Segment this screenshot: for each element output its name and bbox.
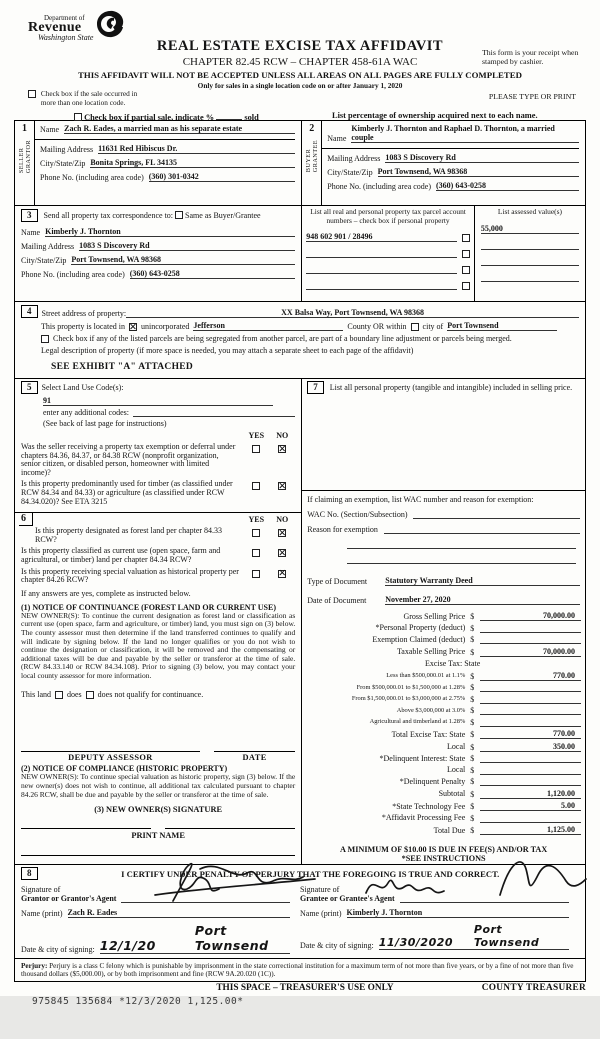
section7-number: 7: [307, 381, 324, 394]
grantee-date-label: Date & city of signing:: [300, 940, 374, 950]
state-technology-fee-label: *State Technology Fee: [392, 801, 466, 811]
unincorporated-checkbox[interactable]: [129, 323, 137, 331]
grantor-side-label: GRANTOR: [24, 140, 32, 174]
deputy-date-label: DATE: [242, 753, 267, 763]
dollar-sign: $: [470, 683, 475, 692]
grantor-signature-field[interactable]: [121, 893, 290, 903]
s5-yes-header: YES: [248, 431, 265, 440]
deputy-assessor-signature-line[interactable]: [21, 751, 200, 752]
total-excise-state-value[interactable]: 770.00: [480, 729, 581, 739]
total-due-value[interactable]: 1,125.00: [480, 825, 581, 835]
delinquent-interest-local-value[interactable]: [480, 766, 581, 775]
property-address-section: [15, 301, 585, 378]
subtotal-value[interactable]: 1,120.00: [480, 789, 581, 799]
s5-q1-yes-checkbox[interactable]: [252, 445, 260, 453]
dollar-sign: $: [470, 802, 475, 811]
dollar-sign: $: [470, 742, 475, 752]
corr-mailing-label: Mailing Address: [21, 242, 75, 251]
parcel-personal-checkbox-3[interactable]: [462, 266, 470, 274]
seller-city-label: City/State/Zip: [40, 159, 86, 168]
land-use-code-field[interactable]: 91: [43, 396, 273, 406]
section2-number: 2: [309, 123, 315, 134]
parcel-section: [302, 206, 585, 301]
reason-exemption-label: Reason for exemption: [307, 525, 378, 534]
land-does-not-checkbox[interactable]: [86, 691, 94, 699]
street-address-label: Street address of property:: [41, 309, 127, 318]
dollar-sign: $: [470, 717, 475, 727]
corr-phone-field[interactable]: (360) 643-0258: [130, 269, 296, 279]
land-does-checkbox[interactable]: [55, 691, 63, 699]
assessed-values-header: List assessed value(s): [497, 207, 562, 216]
dollar-sign: $: [470, 647, 475, 657]
parcel-personal-checkbox-1[interactable]: [462, 234, 470, 242]
perjury-note: [15, 958, 585, 982]
print-name-label: PRINT NAME: [131, 831, 185, 841]
segregated-checkbox[interactable]: [41, 335, 49, 343]
taxable-selling-price-value[interactable]: 70,000.00: [480, 647, 581, 657]
corr-name-field[interactable]: Kimberly J. Thornton: [45, 227, 295, 237]
personal-property-section: [302, 379, 585, 491]
grantor-signature-block: [21, 883, 300, 954]
buyer-city-label: City/State/Zip: [327, 168, 373, 177]
personal-property-label: List all personal property (tangible and intangible) included in selling price.: [329, 383, 573, 392]
correspondence-label: Send all property tax correspondence to:: [43, 211, 174, 220]
gross-selling-price-value[interactable]: 70,000.00: [480, 611, 581, 621]
grantee-name-print-field[interactable]: Kimberly J. Thornton: [347, 908, 569, 918]
grantee-name-print-label: Name (print): [300, 908, 342, 918]
dollar-sign: $: [470, 826, 475, 835]
parcel-header: List all real and personal property tax parcel account numbers – check box if personal property: [310, 207, 466, 225]
form-subtitle: CHAPTER 82.45 RCW – CHAPTER 458-61A WAC: [182, 56, 418, 68]
personal-property-deduct-value[interactable]: [480, 624, 581, 633]
forest-land-section: [15, 512, 301, 859]
certification-section: [15, 864, 585, 958]
deputy-assessor-label: DEPUTY ASSESSOR: [68, 753, 153, 763]
exemption-section: [302, 491, 585, 570]
buyer-name-field[interactable]: Kimberly J. Thornton and Raphael D. Thornton, a married couple: [351, 124, 579, 143]
grantor-date-field[interactable]: 12/1/20: [100, 938, 195, 954]
grantee-side-label: GRANTEE: [311, 140, 319, 173]
s5-no-header: NO: [276, 431, 289, 440]
buyer-phone-label: Phone No. (including area code): [327, 182, 432, 191]
tier1-value[interactable]: 770.00: [480, 671, 581, 681]
reason-exemption-field[interactable]: [384, 533, 580, 534]
s6-q3-no-checkbox[interactable]: [278, 570, 286, 578]
buyer-name-label: Name: [327, 134, 347, 143]
logo-state-text: Washington State: [38, 33, 94, 42]
tier4-label: Above $3,000,000 at 3.0%: [396, 706, 466, 714]
city-checkbox[interactable]: [411, 323, 419, 331]
form-header: [14, 6, 586, 120]
land-does-not-label: does not qualify for continuance.: [97, 690, 204, 700]
parcel-field-1[interactable]: 948 602 901 / 28496: [306, 232, 457, 242]
certify-statement: I CERTIFY UNDER PENALTY OF PERJURY THAT THE FOREGOING IS TRUE AND CORRECT.: [121, 868, 500, 879]
dollar-sign: $: [470, 635, 475, 644]
notice2-body: NEW OWNER(S): To continue special valuation as historic property, sign (3) below. If the new owner(s) does not wish to continue, all additional tax calculated pursuant to chapter 84.26 RCW, shall be due and payable by the seller or transferor at the time of sale.: [21, 772, 296, 799]
receipt-note: This form is your receipt when stamped by cashier.: [482, 48, 579, 66]
tier3-value[interactable]: [480, 695, 581, 704]
partial-sale-label: Check box if partial sale, indicate %: [84, 113, 215, 122]
excise-tax-state-header: Excise Tax: State: [424, 659, 481, 668]
print-name-line[interactable]: [21, 855, 295, 856]
dollar-sign: $: [470, 754, 475, 763]
section8-number: 8: [21, 867, 38, 880]
grantor-name-print-label: Name (print): [21, 908, 63, 918]
seller-phone-label: Phone No. (including area code): [40, 173, 144, 182]
if-yes-note: If any answers are yes, complete as instructed below.: [21, 588, 191, 598]
s6-yes-header: YES: [248, 515, 265, 525]
parcel-field-2[interactable]: [306, 249, 457, 258]
grantor-city-field[interactable]: Port Townsend: [195, 923, 290, 954]
tax-table: [302, 611, 581, 838]
total-due-label: Total Due: [433, 825, 466, 835]
see-back-note: (See back of last page for instructions): [43, 419, 167, 428]
notice1-body: NEW OWNER(S): To continue the current designation as forest land or classification as current use (open space, farm and agriculture, or timber) land, you must sign on (3) below. The county assessor must then determine if the land transferred continues to qualify and will indicate by signing below. If the land no longer qualifies or you do not wish to continue the designation or classification, it will be removed and the compensating or additional taxes will be due and payable by the seller or transferor at the time of sale. (RCW 84.33.140 or RCW 84.34.108). Prior to signing (3) below, you may contact your local county assessor for more information.: [21, 610, 296, 680]
exemption-extra-line-1[interactable]: [347, 540, 576, 549]
s6-question3: Is this property receiving special valuation as historical property per chapter 84.26 RCW?: [21, 566, 239, 585]
buyer-section: [302, 121, 585, 205]
section5-number: 5: [21, 381, 38, 394]
dor-logo: [28, 14, 148, 44]
seller-section: [15, 121, 302, 205]
new-owner-signature-label: (3) NEW OWNER(S) SIGNATURE: [94, 805, 223, 815]
dollar-sign: $: [470, 813, 475, 823]
form-warning: THIS AFFIDAVIT WILL NOT BE ACCEPTED UNLESS ALL AREAS ON ALL PAGES ARE FULLY COMPLETED: [78, 70, 522, 80]
parcel-field-3[interactable]: [306, 265, 457, 274]
partial-sale-checkbox[interactable]: [74, 113, 82, 121]
multi-location-row: [28, 90, 151, 107]
total-excise-local-label: Local: [447, 742, 466, 751]
taxable-selling-price-label: Taxable Selling Price: [396, 647, 466, 656]
buyer-mailing-field[interactable]: 1083 S Discovery Rd: [385, 153, 579, 163]
grantee-sig-label-2: Grantee or Grantee's Agent: [300, 893, 395, 903]
section1-number: 1: [22, 123, 27, 134]
grantee-sig-label-1: Signature of: [300, 884, 340, 894]
exemption-intro: If claiming an exemption, list WAC number and reason for exemption:: [307, 495, 534, 504]
minimum-due-note: A MINIMUM OF $10.00 IS DUE IN FEE(S) AND/OR TAX: [339, 844, 548, 854]
seller-side-label: SELLER: [17, 147, 25, 174]
date-of-document-field[interactable]: November 27, 2020: [385, 595, 580, 605]
s5-question2: Is this property predominantly used for timber (as classified under RCW 84.34 and 84.33) or agriculture (as classified under RCW 84.34.020)? See ETA 3215: [21, 479, 233, 506]
street-address-field[interactable]: XX Balsa Way, Port Townsend, WA 98368: [126, 308, 579, 318]
additional-codes-field[interactable]: [133, 416, 295, 417]
corr-name-label: Name: [21, 228, 41, 237]
grantee-signature-block: [300, 883, 579, 954]
seller-mailing-field[interactable]: 11631 Red Hibiscus Dr.: [98, 144, 295, 154]
s6-no-header: NO: [276, 515, 289, 525]
s6-q1-yes-checkbox[interactable]: [252, 529, 260, 537]
grantee-signature-field[interactable]: [400, 893, 569, 903]
corr-mailing-field[interactable]: 1083 S Discovery Rd: [79, 241, 295, 251]
new-owner-signature-line-1[interactable]: [21, 828, 151, 829]
assessed-value-2[interactable]: [481, 241, 579, 250]
land-prefix: This land: [21, 690, 51, 700]
section3-number: 3: [21, 209, 38, 222]
land-does-label: does: [67, 690, 82, 700]
single-location-note: Only for sales in a single location code on or after January 1, 2020: [197, 81, 403, 90]
s5-question1: Was the seller receiving a property tax exemption or deferral under chapters 84.36, 84.37, or 84.38 RCW (nonprofit organization, senior citizen, or disabled person, homeowner with limited income)?: [21, 442, 236, 477]
s6-q1-no-checkbox[interactable]: [278, 529, 286, 537]
dollar-sign: $: [470, 730, 475, 739]
dollar-sign: $: [470, 694, 475, 704]
delinquent-interest-state-label: *Delinquent Interest: State: [379, 753, 466, 763]
partial-sale-row: [74, 113, 259, 122]
seller-name-field[interactable]: Zach R. Eades, a married man as his separate estate: [64, 124, 295, 134]
county-treasurer-label: COUNTY TREASURER: [481, 983, 586, 994]
s6-q2-no-checkbox[interactable]: [278, 549, 286, 557]
dollar-sign: $: [470, 789, 475, 799]
s6-question1: Is this property designated as forest land per chapter 84.33 RCW?: [35, 526, 223, 544]
please-type-note: PLEASE TYPE OR PRINT: [488, 92, 576, 101]
grantee-city-field[interactable]: Port Townsend: [474, 923, 569, 950]
buyer-side-label: BUYER: [304, 148, 312, 173]
located-in-label: This property is located in: [41, 322, 125, 331]
dollar-sign: $: [470, 765, 475, 775]
delinquent-interest-local-label: Local: [447, 765, 466, 774]
exemption-extra-line-2[interactable]: [347, 555, 576, 564]
affidavit-processing-fee-label: *Affidavit Processing Fee: [381, 813, 466, 822]
tier4-value[interactable]: [480, 706, 581, 715]
assessed-value-3[interactable]: [481, 257, 579, 266]
total-excise-local-value[interactable]: 350.00: [480, 742, 581, 752]
segregated-label: Check box if any of the listed parcels are being segregated from another parcel, are part of a boundary line adjustment or parcels being merged.: [53, 334, 512, 343]
affidavit-processing-fee-value[interactable]: [480, 814, 581, 823]
gross-selling-price-label: Gross Selling Price: [403, 611, 466, 621]
type-of-document-label: Type of Document: [307, 577, 368, 586]
tier2-value[interactable]: [480, 683, 581, 692]
assessed-value-4[interactable]: [481, 273, 579, 282]
same-as-buyer-label: Same as Buyer/Grantee: [185, 211, 261, 220]
grantor-name-print-field[interactable]: Zach R. Eades: [68, 908, 290, 918]
logo-dept-text: Department of: [44, 14, 85, 22]
land-use-section: [15, 379, 301, 512]
personal-property-deduct-label: *Personal Property (deduct): [375, 623, 466, 632]
legal-description-label: Legal description of property (if more space is needed, you may attach a separate sheet to each page of the affidavit): [41, 346, 414, 355]
notice2-heading: (2) NOTICE OF COMPLIANCE (HISTORIC PROPERTY): [21, 764, 228, 774]
perjury-label: Perjury:: [21, 961, 48, 970]
grantor-sig-label-2: Grantor or Grantor's Agent: [21, 893, 117, 903]
delinquent-interest-state-value[interactable]: [480, 754, 581, 763]
additional-codes-label: enter any additional codes:: [43, 408, 129, 417]
land-use-label: Select Land Use Code(s):: [41, 383, 124, 392]
dollar-sign: $: [470, 612, 475, 621]
corr-city-field[interactable]: Port Townsend, WA 98368: [71, 255, 295, 265]
new-owner-signature-line-2[interactable]: [165, 828, 295, 829]
delinquent-penalty-value[interactable]: [480, 777, 581, 786]
buyer-city-field[interactable]: Port Townsend, WA 98368: [378, 167, 579, 177]
exhibit-note: SEE EXHIBIT "A" ATTACHED: [51, 362, 194, 372]
cashier-stamp: 975845 135684 *12/3/2020 1,125.00*: [32, 996, 244, 1008]
s6-question2: Is this property classified as current use (open space, farm and agricultural, or timber) land per chapter 84.34 RCW?: [21, 546, 221, 564]
dollar-sign: $: [470, 777, 475, 786]
exemption-claimed-value[interactable]: [480, 635, 581, 644]
parcel-field-4[interactable]: [306, 281, 457, 290]
treasurer-space-label: THIS SPACE – TREASURER'S USE ONLY: [216, 983, 394, 994]
seller-mailing-label: Mailing Address: [40, 145, 94, 154]
dollar-sign: $: [470, 623, 475, 633]
dollar-sign: $: [470, 706, 475, 715]
form-title: REAL ESTATE EXCISE TAX AFFIDAVIT: [156, 38, 444, 54]
delinquent-penalty-label: *Delinquent Penalty: [399, 776, 466, 786]
s5-q2-yes-checkbox[interactable]: [252, 482, 260, 490]
agricultural-value[interactable]: [480, 718, 581, 727]
partial-sale-percent-field[interactable]: [216, 119, 242, 120]
notice1-heading: (1) NOTICE OF CONTINUANCE (FOREST LAND OR CURRENT USE): [21, 602, 276, 612]
wac-number-label: WAC No. (Section/Subsection): [307, 510, 408, 519]
perjury-text: Perjury is a class C felony which is punishable by imprisonment in the state correctional institution for a maximum term of not more than five years, or by a fine of not more than five thousand dollars ($5,000.00), or by both imprisonment and fine (RCW 9A.20.020 (1C)).: [21, 961, 574, 978]
corr-phone-label: Phone No. (including area code): [21, 270, 125, 279]
date-of-document-label: Date of Document: [307, 596, 367, 605]
tier3-label: From $1,500,000.01 to $3,000,000 at 2.75%: [351, 695, 466, 702]
revenue-swirl-icon: [95, 10, 129, 44]
grantor-date-label: Date & city of signing:: [21, 944, 95, 954]
treasurer-footer: [14, 983, 586, 1039]
s5-q2-no-checkbox[interactable]: [278, 482, 286, 490]
section4-number: 4: [21, 305, 38, 318]
seller-city-field[interactable]: Bonita Springs, FL 34135: [90, 158, 295, 168]
dollar-sign: $: [470, 671, 475, 681]
unincorporated-label: unincorporated: [140, 322, 190, 331]
ownership-note: List percentage of ownership acquired next to each name.: [332, 111, 538, 120]
city-of-label: city of: [422, 322, 444, 331]
city-field[interactable]: Port Townsend: [447, 321, 557, 331]
deputy-date-line[interactable]: [214, 751, 295, 752]
total-excise-state-label: Total Excise Tax: State: [391, 729, 466, 739]
see-instructions-note: *SEE INSTRUCTIONS: [401, 854, 486, 863]
grantor-sig-label-1: Signature of: [21, 884, 61, 894]
tier1-label: Less than $500,000.01 at 1.1%: [386, 672, 466, 679]
same-as-buyer-checkbox[interactable]: [175, 211, 183, 219]
seller-name-label: Name: [40, 125, 60, 134]
buyer-phone-field[interactable]: (360) 643-0258: [436, 181, 579, 191]
corr-city-label: City/State/Zip: [21, 256, 67, 265]
partial-sale-suffix: sold: [244, 113, 259, 122]
exemption-claimed-label: Exemption Claimed (deduct): [372, 634, 466, 644]
tax-correspondence-section: [15, 206, 302, 301]
s6-q3-yes-checkbox[interactable]: [252, 570, 260, 578]
parcel-personal-checkbox-2[interactable]: [462, 250, 470, 258]
assessed-value-1[interactable]: 55,000: [481, 224, 579, 234]
wac-number-field[interactable]: [413, 518, 580, 519]
subtotal-label: Subtotal: [438, 789, 466, 798]
grantee-date-field[interactable]: 11/30/2020: [379, 936, 474, 950]
county-or-label: County OR within: [347, 322, 407, 331]
state-technology-fee-value[interactable]: 5.00: [480, 801, 581, 811]
buyer-mailing-label: Mailing Address: [327, 154, 381, 163]
form-body: [14, 120, 586, 982]
multi-location-checkbox[interactable]: [28, 90, 36, 98]
section6-number: 6: [19, 513, 33, 526]
parcel-personal-checkbox-4[interactable]: [462, 282, 470, 290]
type-of-document-field[interactable]: Statutory Warranty Deed: [385, 576, 580, 586]
agricultural-label: Agricultural and timberland at 1.28%: [369, 718, 466, 725]
s6-q2-yes-checkbox[interactable]: [252, 549, 260, 557]
multi-location-label: Check box if the sale occurred in more than one location code.: [40, 89, 138, 107]
s5-q1-no-checkbox[interactable]: [278, 445, 286, 453]
county-field[interactable]: Jefferson: [193, 321, 343, 331]
tier2-label: From $500,000.01 to $1,500,000 at 1.28%: [356, 683, 466, 691]
seller-phone-field[interactable]: (360) 301-0342: [149, 172, 296, 182]
logo-revenue-text: Revenue: [28, 20, 82, 35]
